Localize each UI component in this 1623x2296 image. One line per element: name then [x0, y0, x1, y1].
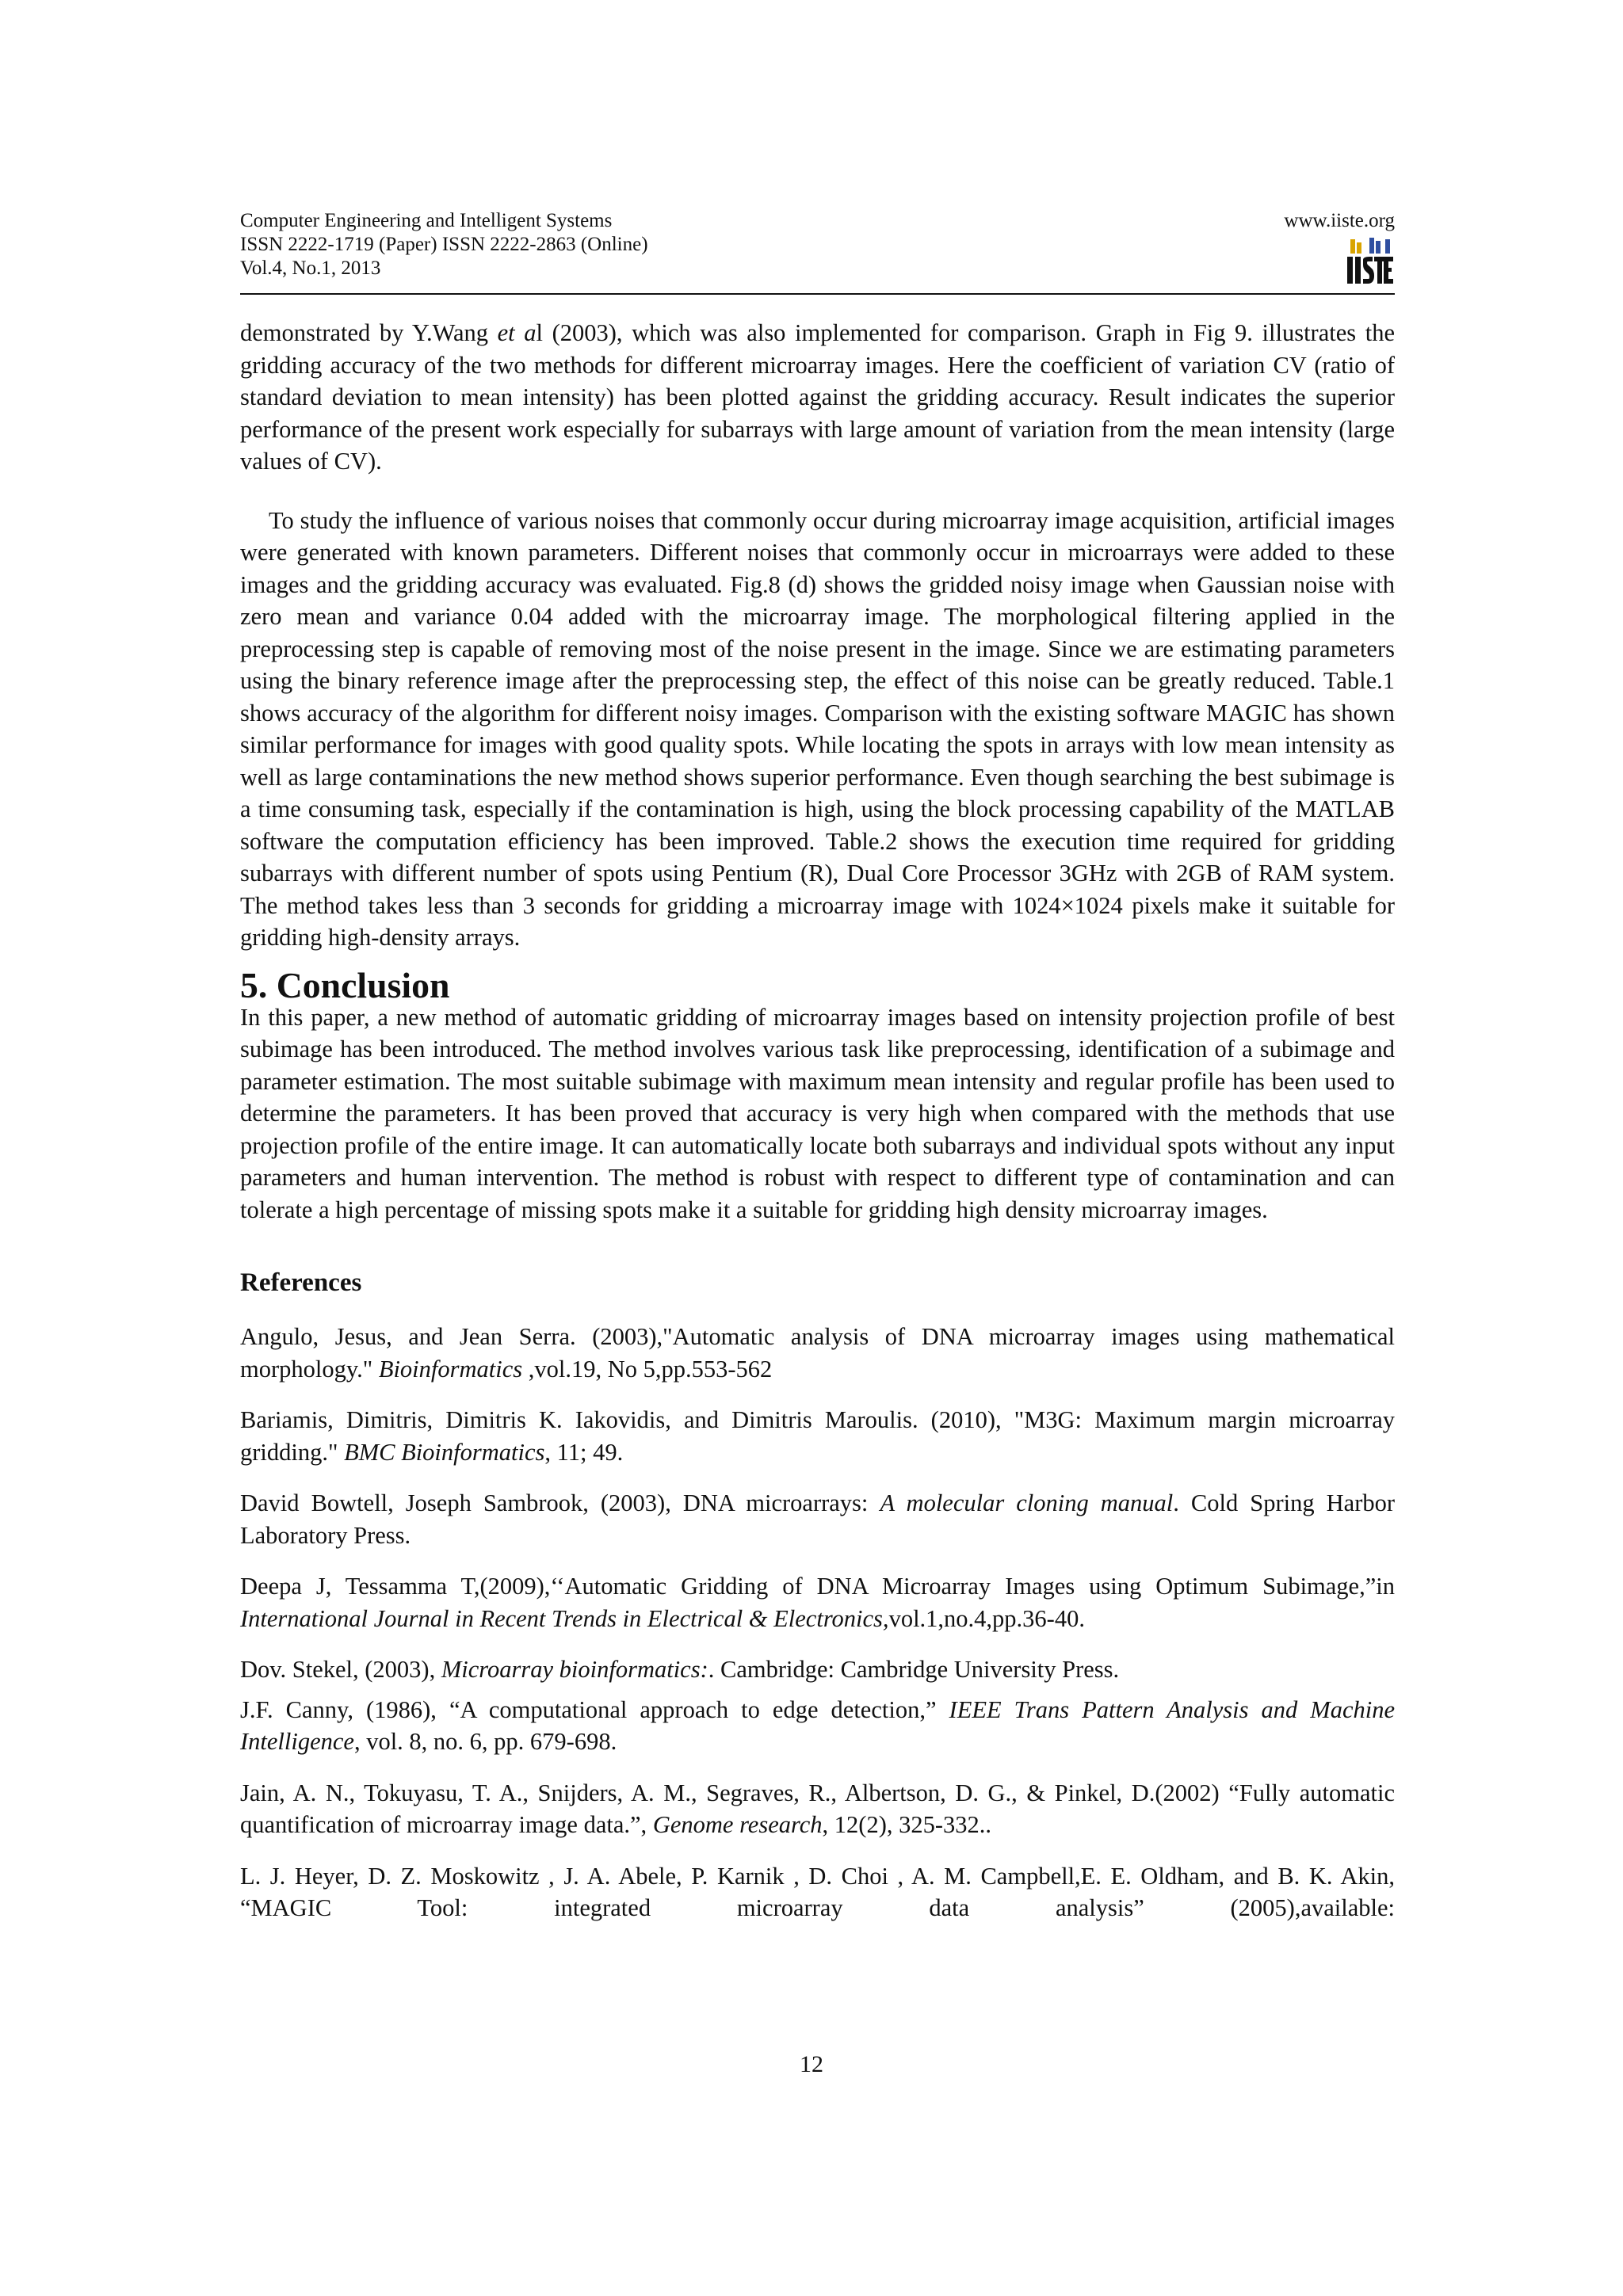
text-run: Bariamis, Dimitris, Dimitris K. Iakovidis, and Dimitris Maroulis. (2010), "M3G: Maximum margin microarray gridding.": [240, 1406, 1395, 1466]
reference-item: [240, 1653, 1395, 1686]
text-run-italic: et a: [497, 319, 537, 346]
references-heading: References: [240, 1268, 362, 1297]
text-run: , 12(2), 325-332..: [822, 1811, 992, 1838]
text-run-italic: A molecular cloning manual: [880, 1489, 1174, 1516]
iiste-logo-icon: [1346, 236, 1395, 287]
text-run: Jain, A. N., Tokuyasu, T. A., Snijders, A. M., Segraves, R., Albertson, D. G., & Pinkel, D.(2002) “Fully automatic quantification of microarray image data.”,: [240, 1779, 1395, 1838]
text-run-italic: International Journal in Recent Trends in Electrical & Electronics,: [240, 1604, 889, 1632]
reference-item: [240, 1404, 1395, 1468]
text-run: . Cold Spring Harbor Laboratory Press.: [240, 1489, 1396, 1549]
text-run-italic: IEEE Trans Pattern Analysis and Machine Intelligence: [240, 1695, 1396, 1755]
text-run: Deepa J, Tessamma T,(2009),‘‘Automatic Gridding of DNA Microarray Images using Optimum Subimage,”in: [240, 1573, 1395, 1600]
reference-item: [240, 1777, 1395, 1841]
text-run: Angulo, Jesus, and Jean Serra. (2003),"Automatic analysis of DNA microarray images using mathematical morphology.": [240, 1323, 1395, 1383]
reference-item: L. J. Heyer, D. Z. Moskowitz , J. A. Abele, P. Karnik , D. Choi , A. M. Campbell,E. E. Oldham, and B. K. Akin, “MAGIC Tool: integrated microarray data analysis” (2005),available:: [240, 1862, 1395, 1921]
journal-volume: Vol.4, No.1, 2013: [240, 257, 381, 279]
page-number: 12: [800, 2051, 823, 2077]
reference-item: [240, 1694, 1395, 1758]
text-run: J.F. Canny, (1986), “A computational approach to edge detection,”: [240, 1695, 949, 1723]
main-content: [240, 317, 1395, 1943]
text-run: demonstrated by Y.Wang: [240, 319, 498, 346]
paragraph-gridding-comparison: [240, 317, 1395, 478]
reference-item: [240, 1487, 1395, 1551]
journal-info: [240, 209, 648, 280]
running-header: [240, 209, 1395, 295]
paragraph-noise-study: To study the influence of various noises that commonly occur during microarray image acquisition, artificial images were generated with known parameters. Different noises that commonly occur in microarrays were added to these images and the gridding accuracy was evaluated. Fig.8 (d) shows the gridded noisy image when Gaussian noise with zero mean and variance 0.04 added with the microarray image. The morphological filtering applied in the preprocessing step is capable of removing most of the noise present in the image. Since we are estimating parameters using the binary reference image after the preprocessing step, the effect of this noise can be greatly reduced. Table.1 shows accuracy of the algorithm for different noisy images. Comparison with the existing software MAGIC has shown similar performance for images with good quality spots. While locating the spots in arrays with low mean intensity as well as large contaminations the new method shows superior performance. Even though searching the best subimage is a time consuming task, especially if the contamination is high, using the block processing capability of the MATLAB software the computation efficiency has been improved. Table.2 shows the execution time required for gridding subarrays with different number of spots using Pentium (R), Dual Core Processor 3GHz with 2GB of RAM system. The method takes less than 3 seconds for gridding a microarray image with 1024×1024 pixels make it suitable for gridding high-density arrays.: [240, 506, 1395, 951]
journal-title: Computer Engineering and Intelligent Systems: [240, 210, 613, 231]
text-run: l (2003), which was also implemented for comparison. Graph in Fig 9. illustrates the gridding accuracy of the two methods for different microarray images. Here the coefficient of variation CV (ratio of standard deviation to mean intensity) has been plotted against the gridding accuracy. Result indicates the superior performance of the present work especially for subarrays with large amount of variation from the mean intensity (large values of CV).: [240, 319, 1395, 475]
journal-website: www.iiste.org: [1284, 210, 1395, 231]
text-run: Dov. Stekel, (2003),: [240, 1656, 441, 1683]
paragraph-conclusion: In this paper, a new method of automatic gridding of microarray images based on intensity projection profile of best subimage has been introduced. The method involves various task like preprocessing, identification of a subimage and parameter estimation. The most suitable subimage with maximum mean intensity and regular profile has been used to determine the parameters. It has been proved that accuracy is very high when compared with the methods that use projection profile of the entire image. It can automatically locate both subarrays and individual spots without any input parameters and human intervention. The method is robust with respect to different type of contamination and can tolerate a high percentage of missing spots make it a suitable for gridding high density microarray images.: [240, 1003, 1395, 1223]
text-run-italic: Bioinformatics: [378, 1355, 523, 1383]
text-run-italic: Microarray bioinformatics:: [441, 1656, 708, 1683]
reference-item: [240, 1321, 1395, 1385]
reference-item: [240, 1570, 1395, 1634]
header-divider: [240, 293, 1395, 295]
journal-issn: ISSN 2222-1719 (Paper) ISSN 2222-2863 (Online): [240, 234, 648, 255]
text-run: ,vol.19, No 5,pp.553-562: [522, 1355, 773, 1383]
text-run: , vol. 8, no. 6, pp. 679-698.: [353, 1728, 617, 1755]
text-run: vol.1,no.4,pp.36-40.: [888, 1604, 1085, 1632]
section-heading-conclusion: 5. Conclusion: [240, 964, 450, 1005]
text-run-italic: Genome research: [652, 1811, 823, 1838]
text-run: David Bowtell, Joseph Sambrook, (2003), DNA microarrays:: [240, 1489, 880, 1516]
text-run: . Cambridge: Cambridge University Press.: [708, 1656, 1120, 1683]
text-run-italic: BMC Bioinformatics: [344, 1438, 545, 1466]
text-run: , 11; 49.: [544, 1438, 624, 1466]
